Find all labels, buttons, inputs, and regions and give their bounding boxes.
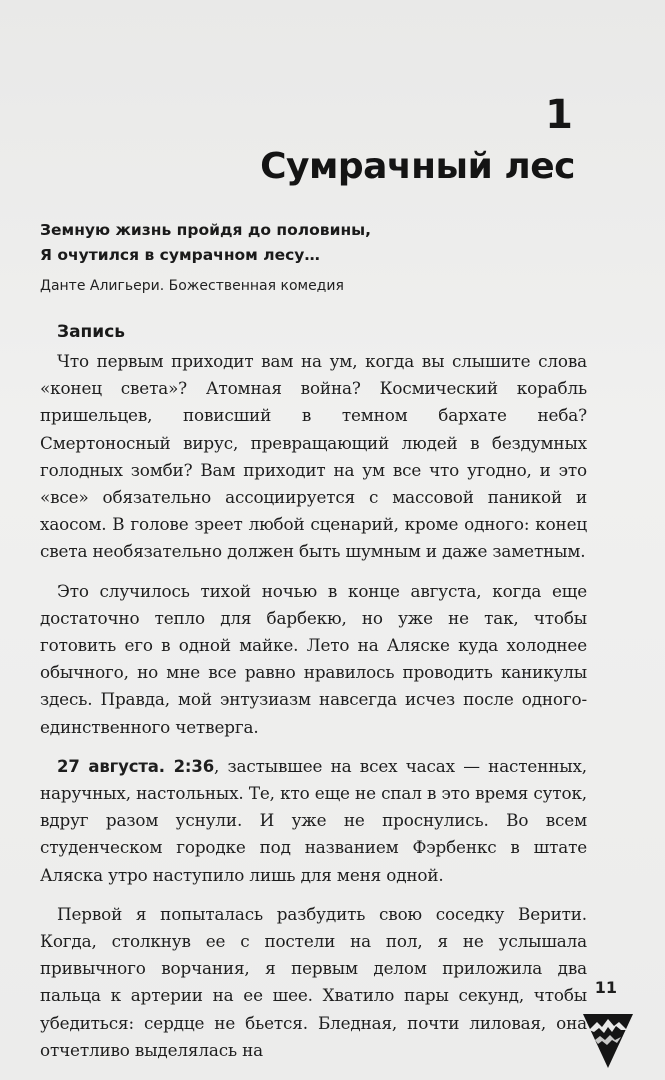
paragraph-date (40, 753, 587, 889)
chapter-title: Сумрачный лес (260, 146, 575, 187)
paragraph-date-text: , застывшее на всех часах — настенных, наручных, настольных. Те, кто еще не спал в это время суток, вдруг разом уснули. И уже не проснулись. Во всем студенческом городке под названием Фэрбенкс в штате Аляска утро наступило лишь для меня одной. (40, 755, 587, 885)
date-time-highlight: 27 августа. 2:36 (57, 756, 215, 776)
epigraph-line: Земную жизнь пройдя до половины, (40, 221, 372, 239)
paragraph: Первой я попыталась разбудить свою соседку Верити. Когда, столкнув ее с постели на пол, я не услышала привычного ворчания, я первым делом приложила два пальца к артерии на ее шее. Хватило пары секунд, чтобы убедиться: сердце не бьется. Бледная, почти лиловая, она отчетливо выделялась на (40, 903, 587, 1060)
page-number: 11 (594, 978, 617, 997)
epigraph-source: Данте Алигьери. Божественная комедия (40, 278, 344, 294)
paragraph: Это случилось тихой ночью в конце августа, когда еще достаточно тепло для барбекю, но уже не так, чтобы готовить его в одной майке. Лето на Аляске куда холоднее обычного, но мне все равно нравилось проводить каникулы здесь. Правда, мой энтузиазм навсегда исчез после одного-единственного четверга. (40, 580, 587, 737)
section-heading: Запись (57, 322, 126, 342)
epigraph-line: Я очутился в сумрачном лесу… (40, 246, 320, 264)
paragraph: Что первым приходит вам на ум, когда вы слышите слова «конец света»? Атомная война? Космический корабль пришельцев, повисший в темном бархате неба? Смертоносный вирус, превращающий людей в бездумных голодных зомби? Вам приходит на ум все что угодно, и это «все» обязательно ассоциируется с массовой паникой и хаосом. В голове зреет любой сценарий, кроме одного: конец света необязательно должен быть шумным и даже заметным. (40, 351, 587, 562)
mountain-ornament-icon (581, 1010, 635, 1070)
body-text (40, 348, 587, 1076)
epigraph (40, 218, 560, 298)
chapter-number: 1 (545, 92, 573, 138)
